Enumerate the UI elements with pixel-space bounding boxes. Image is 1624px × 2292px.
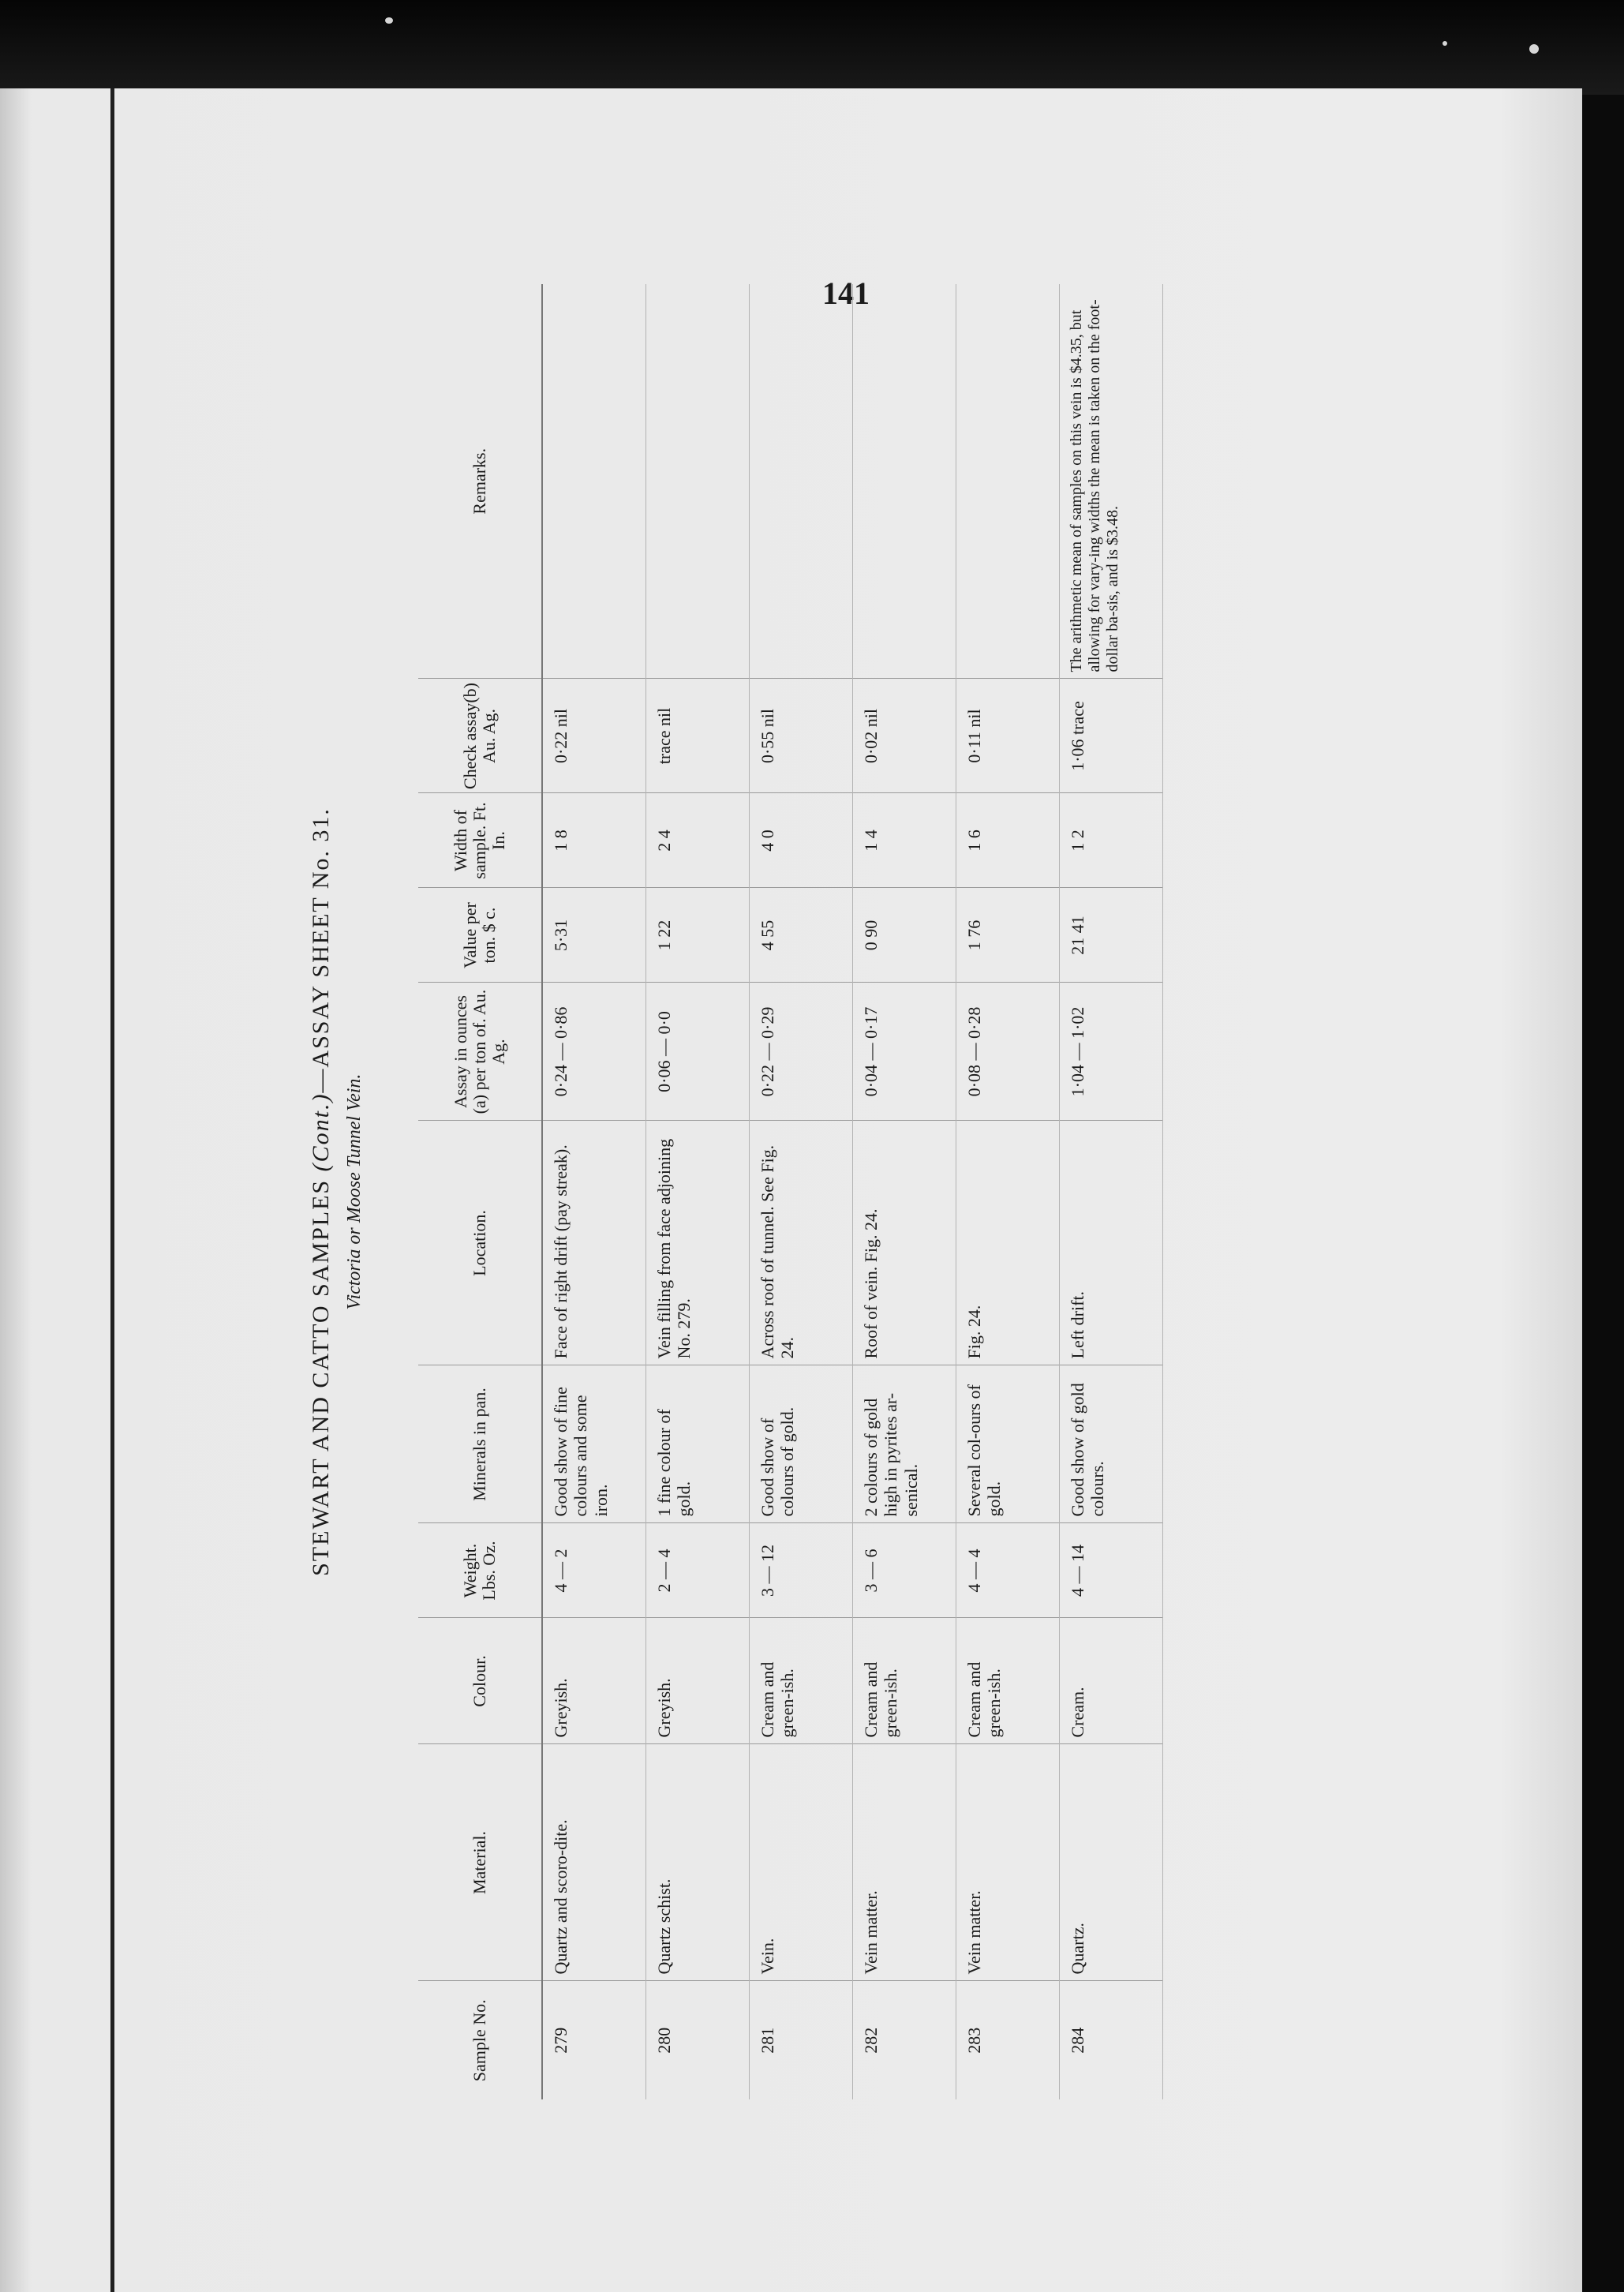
cell-remarks bbox=[542, 284, 646, 679]
cell-remarks bbox=[853, 284, 956, 679]
cell-minerals: Good show of gold colours. bbox=[1060, 1365, 1163, 1523]
cell-material: Vein matter. bbox=[956, 1744, 1060, 1981]
scan-fleck bbox=[385, 17, 393, 24]
table-row bbox=[956, 284, 1060, 2099]
cell-check-assay: 1·06 trace bbox=[1060, 679, 1163, 793]
sheet-subtitle: Victoria or Moose Tunnel Vein. bbox=[344, 1073, 365, 1310]
cell-assay: 0·04 — 0·17 bbox=[853, 983, 956, 1121]
scan-border-top bbox=[0, 0, 1624, 95]
cell-assay: 0·22 — 0·29 bbox=[750, 983, 853, 1121]
table-header-row bbox=[418, 284, 542, 2099]
cell-check-assay: 0·02 nil bbox=[853, 679, 956, 793]
title-main: STEWART AND CATTO SAMPLES bbox=[308, 1178, 334, 1576]
cell-width: 1 6 bbox=[956, 793, 1060, 888]
cell-remarks bbox=[956, 284, 1060, 679]
cell-weight: 4 — 4 bbox=[956, 1523, 1060, 1618]
header-sample-no: Sample No. bbox=[418, 1981, 542, 2099]
cell-material: Quartz. bbox=[1060, 1744, 1163, 1981]
cell-weight: 4 — 14 bbox=[1060, 1523, 1163, 1618]
cell-remarks bbox=[750, 284, 853, 679]
cell-material: Vein. bbox=[750, 1744, 853, 1981]
cell-value: 0 90 bbox=[853, 888, 956, 983]
page-number: 141 bbox=[822, 275, 870, 311]
header-material: Material. bbox=[418, 1744, 542, 1981]
cell-weight: 3 — 6 bbox=[853, 1523, 956, 1618]
cell-assay: 1·04 — 1·02 bbox=[1060, 983, 1163, 1121]
header-location: Location. bbox=[418, 1121, 542, 1365]
cell-weight: 4 — 2 bbox=[542, 1523, 646, 1618]
cell-check-assay: 0·55 nil bbox=[750, 679, 853, 793]
cell-colour: Cream and green-ish. bbox=[750, 1618, 853, 1744]
scan-fleck bbox=[1529, 44, 1539, 54]
table-row bbox=[853, 284, 956, 2099]
cell-sample-no: 283 bbox=[956, 1981, 1060, 2099]
header-colour: Colour. bbox=[418, 1618, 542, 1744]
cell-check-assay: 0·22 nil bbox=[542, 679, 646, 793]
cell-location: Face of right drift (pay streak). bbox=[542, 1121, 646, 1365]
cell-colour: Cream. bbox=[1060, 1618, 1163, 1744]
page-spine-line bbox=[110, 88, 114, 2292]
cell-minerals: 1 fine colour of gold. bbox=[646, 1365, 750, 1523]
cell-location: Left drift. bbox=[1060, 1121, 1163, 1365]
cell-width: 1 8 bbox=[542, 793, 646, 888]
header-value: Value per ton. $ c. bbox=[418, 888, 542, 983]
header-remarks: Remarks. bbox=[418, 284, 542, 679]
cell-value: 21 41 bbox=[1060, 888, 1163, 983]
cell-assay: 0·08 — 0·28 bbox=[956, 983, 1060, 1121]
cell-material: Quartz schist. bbox=[646, 1744, 750, 1981]
cell-minerals: 2 colours of gold high in pyrites ar-senical. bbox=[853, 1365, 956, 1523]
cell-minerals: Good show of colours of gold. bbox=[750, 1365, 853, 1523]
cell-weight: 2 — 4 bbox=[646, 1523, 750, 1618]
cell-minerals: Good show of fine colours and some iron. bbox=[542, 1365, 646, 1523]
table-row bbox=[1060, 284, 1163, 2099]
cell-sample-no: 284 bbox=[1060, 1981, 1163, 2099]
cell-width: 2 4 bbox=[646, 793, 750, 888]
cell-sample-no: 279 bbox=[542, 1981, 646, 2099]
header-width: Width of sample. Ft. In. bbox=[418, 793, 542, 888]
cell-assay: 0·06 — 0·0 bbox=[646, 983, 750, 1121]
cell-value: 5·31 bbox=[542, 888, 646, 983]
cell-remarks: The arithmetic mean of samples on this vein is $4.35, but allowing for vary-ing widths the mean is taken on the foot-dollar ba-sis, and is $3.48. bbox=[1060, 284, 1163, 679]
title-sheet: —ASSAY SHEET No. 31. bbox=[308, 807, 334, 1093]
cell-sample-no: 282 bbox=[853, 1981, 956, 2099]
cell-check-assay: 0·11 nil bbox=[956, 679, 1060, 793]
cell-value: 1 76 bbox=[956, 888, 1060, 983]
rotated-assay-sheet bbox=[300, 284, 1310, 2099]
cell-location: Across roof of tunnel. See Fig. 24. bbox=[750, 1121, 853, 1365]
cell-location: Vein filling from face adjoining No. 279. bbox=[646, 1121, 750, 1365]
scan-fleck bbox=[1443, 41, 1447, 46]
cell-sample-no: 280 bbox=[646, 1981, 750, 2099]
table-row bbox=[542, 284, 646, 2099]
assay-table bbox=[418, 284, 1163, 2099]
cell-location: Fig. 24. bbox=[956, 1121, 1060, 1365]
cell-colour: Cream and green-ish. bbox=[853, 1618, 956, 1744]
cell-width: 1 4 bbox=[853, 793, 956, 888]
table-row bbox=[646, 284, 750, 2099]
cell-location: Roof of vein. Fig. 24. bbox=[853, 1121, 956, 1365]
cell-colour: Cream and green-ish. bbox=[956, 1618, 1060, 1744]
header-minerals: Minerals in pan. bbox=[418, 1365, 542, 1523]
cell-minerals: Several col-ours of gold. bbox=[956, 1365, 1060, 1523]
cell-sample-no: 281 bbox=[750, 1981, 853, 2099]
header-assay: Assay in ounces (a) per ton of. Au. Ag. bbox=[418, 983, 542, 1121]
cell-colour: Greyish. bbox=[646, 1618, 750, 1744]
cell-value: 1 22 bbox=[646, 888, 750, 983]
cell-value: 4 55 bbox=[750, 888, 853, 983]
cell-width: 4 0 bbox=[750, 793, 853, 888]
cell-assay: 0·24 — 0·86 bbox=[542, 983, 646, 1121]
sheet-title bbox=[308, 284, 335, 2099]
cell-material: Quartz and scoro-dite. bbox=[542, 1744, 646, 1981]
cell-material: Vein matter. bbox=[853, 1744, 956, 1981]
cell-width: 1 2 bbox=[1060, 793, 1163, 888]
cell-colour: Greyish. bbox=[542, 1618, 646, 1744]
cell-check-assay: trace nil bbox=[646, 679, 750, 793]
cell-weight: 3 — 12 bbox=[750, 1523, 853, 1618]
header-weight: Weight. Lbs. Oz. bbox=[418, 1523, 542, 1618]
header-check-assay: Check assay(b) Au. Ag. bbox=[418, 679, 542, 793]
table-row bbox=[750, 284, 853, 2099]
cell-remarks bbox=[646, 284, 750, 679]
title-cont: (Cont.) bbox=[308, 1092, 334, 1172]
